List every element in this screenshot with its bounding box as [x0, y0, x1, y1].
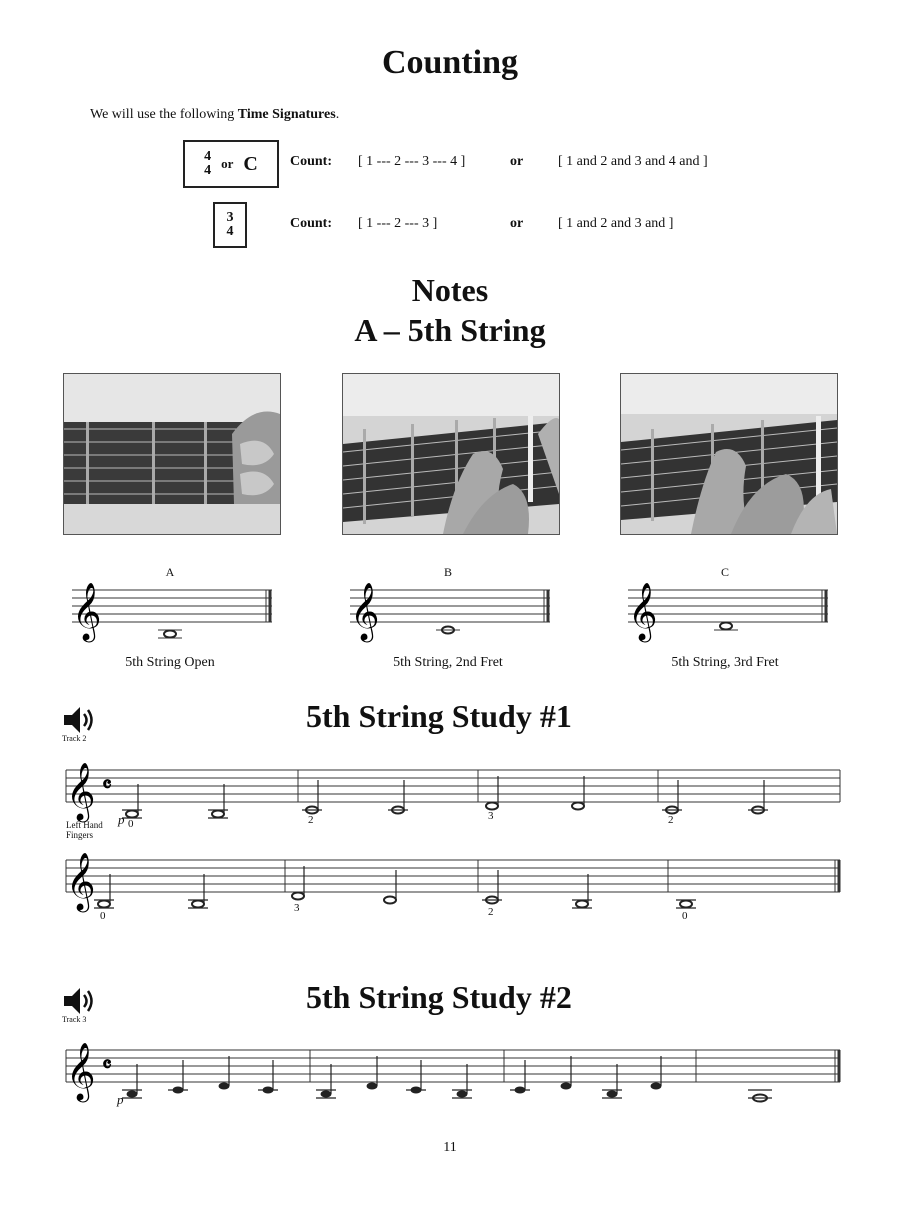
page-number: 11 — [443, 1140, 457, 1155]
time-signature-3-4 — [227, 211, 234, 239]
note-letter-b: B — [443, 565, 452, 579]
finger-number: 3 — [488, 810, 494, 822]
time-signature-3-4-box — [213, 202, 247, 248]
intro-bold: Time Signatures — [237, 107, 336, 122]
finger-number: 3 — [294, 902, 300, 914]
study-2-title: 5th String Study #2 — [306, 979, 572, 1015]
treble-clef-icon: 𝄞 — [72, 583, 102, 639]
staff-note-b — [344, 578, 554, 650]
whole-note-icon — [164, 631, 176, 638]
finger-number: 2 — [488, 906, 494, 918]
treble-clef-icon: 𝄞 — [66, 1043, 96, 1099]
finger-number: 2 — [308, 814, 314, 826]
treble-clef-icon: 𝄞 — [350, 583, 380, 639]
time-signature-4-4 — [204, 150, 211, 178]
left-hand-fingers-label: Left Hand Fingers — [66, 820, 103, 840]
ts-bottom: 4 — [204, 163, 212, 178]
ts-bottom: 4 — [226, 224, 234, 239]
note-caption-a: 5th String Open — [125, 655, 215, 670]
count-row-1-a: [ 1 --- 2 --- 3 --- 4 ] — [358, 154, 466, 169]
ts-or: or — [221, 156, 234, 171]
study-1-title: 5th String Study #1 — [306, 698, 572, 734]
fretboard-photo-2nd-fret — [342, 373, 560, 535]
page-title-counting: Counting — [381, 44, 519, 81]
common-time-symbol: C — [243, 152, 258, 175]
note-letter-a: A — [165, 565, 175, 579]
count-row-1-b: [ 1 and 2 and 3 and 4 and ] — [558, 154, 708, 169]
treble-clef-icon: 𝄞 — [66, 853, 96, 909]
common-time-icon: 𝄴 — [102, 772, 112, 797]
speaker-icon[interactable] — [62, 984, 96, 1018]
staff-note-c — [622, 578, 832, 650]
count-label: Count: — [290, 216, 333, 231]
note-letter-c: C — [720, 565, 729, 579]
audio-track-label: Track 3 — [62, 1015, 87, 1024]
ts-top: 3 — [226, 210, 234, 225]
intro-text — [90, 107, 339, 123]
fretboard-photo-open — [63, 373, 281, 535]
audio-track-label: Track 2 — [62, 734, 87, 743]
note-caption-c: 5th String, 3rd Fret — [671, 655, 779, 670]
treble-clef-icon: 𝄞 — [66, 763, 96, 819]
dynamic-marking: p — [117, 1092, 124, 1107]
finger-number: 0 — [100, 910, 106, 922]
speaker-icon[interactable] — [62, 703, 96, 737]
section-subtitle: A – 5th String — [354, 312, 546, 348]
count-row-2-b: [ 1 and 2 and 3 and ] — [558, 216, 674, 231]
ts-top: 4 — [204, 149, 212, 164]
count-label: Count: — [290, 154, 333, 169]
study-1-staff-line-2 — [60, 850, 845, 930]
study-1-staff-line-1 — [60, 760, 845, 840]
treble-clef-icon: 𝄞 — [628, 583, 658, 639]
time-signature-common-box — [183, 140, 279, 188]
section-title-notes: Notes — [411, 272, 489, 308]
count-row-2 — [290, 216, 332, 232]
whole-note-icon — [720, 623, 732, 630]
count-row-1 — [290, 154, 332, 170]
count-row-2-a: [ 1 --- 2 --- 3 ] — [358, 216, 438, 231]
finger-number: 2 — [668, 814, 674, 826]
dynamic-marking: p — [118, 812, 125, 827]
finger-number: 0 — [128, 818, 134, 830]
note-caption-b: 5th String, 2nd Fret — [393, 655, 503, 670]
intro-post: . — [335, 107, 340, 122]
intro-pre: We will use the following — [90, 107, 238, 122]
count-row-2-or: or — [510, 216, 524, 231]
fretboard-photo-3rd-fret — [620, 373, 838, 535]
finger-number: 0 — [682, 910, 688, 922]
study-2-staff — [60, 1040, 845, 1110]
count-row-1-or: or — [510, 154, 524, 169]
staff-note-a — [66, 578, 276, 650]
common-time-icon: 𝄴 — [102, 1052, 112, 1077]
